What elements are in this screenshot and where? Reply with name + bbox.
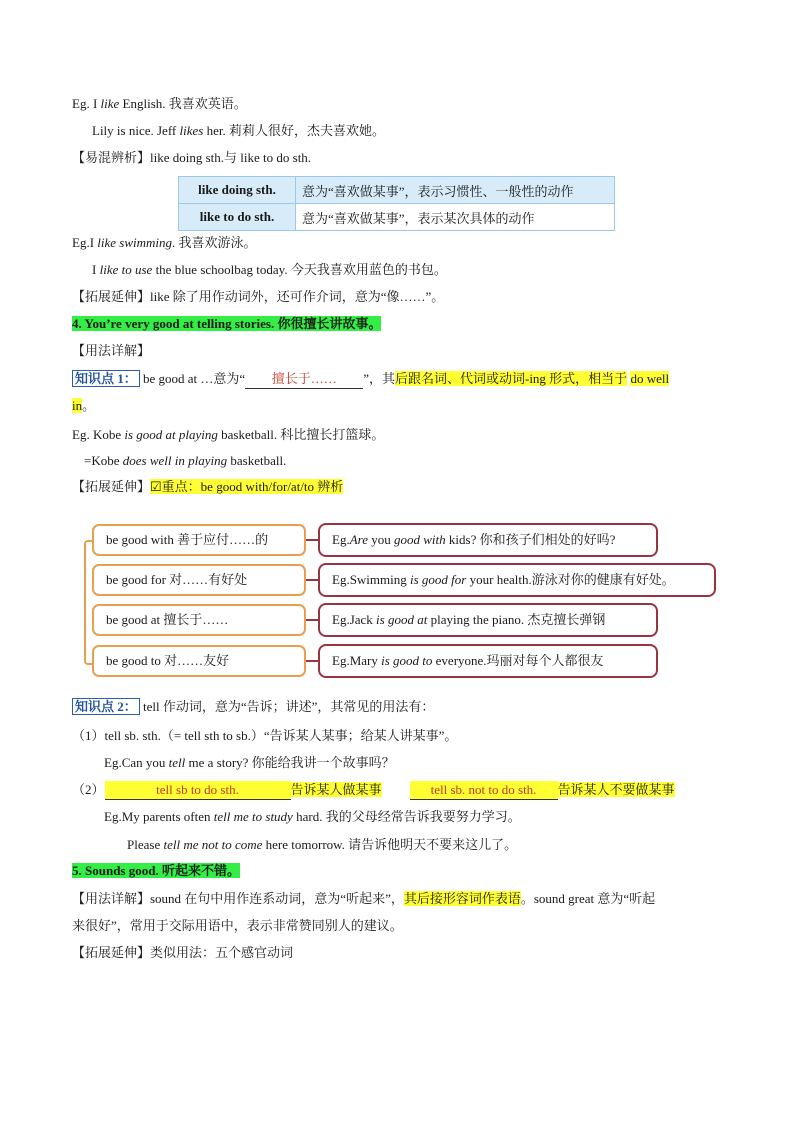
answer-blank: tell sb to do sth. <box>105 781 291 800</box>
section-extension-like: 【拓展延伸】like 除了用作动词外，还可作介词，意为“像……”。 <box>72 289 445 304</box>
example-good-to: Eg.Mary is good to everyone.玛丽对每个人都很友 <box>318 644 658 678</box>
connector <box>306 579 318 581</box>
phrase-good-for: be good for 对……有好处 <box>92 564 306 596</box>
connector <box>306 539 318 541</box>
phrase-good-to: be good to 对……友好 <box>92 645 306 677</box>
heading-5: 5. Sounds good. 听起来不错。 <box>72 863 240 878</box>
usage-heading: 【用法详解】 <box>72 343 151 358</box>
example-lily: Lily is nice. Jeff likes her. 莉莉人很好，杰夫喜欢她。 <box>92 123 385 138</box>
connector <box>306 660 318 662</box>
usage-sound: 【用法详解】sound 在句中用作连系动词，意为“听起来”，其后接形容词作表语。sound great 意为“听起 <box>72 891 656 906</box>
example-good-for: Eg.Swimming is good for your health.游泳对你的健康有好处。 <box>318 563 716 597</box>
example-schoolbag: I like to use the blue schoolbag today. 今天我喜欢用蓝色的书包。 <box>92 262 447 277</box>
kp-label: 知识点 1： <box>72 370 140 387</box>
knowledge-point-1-cont: in。 <box>72 398 96 413</box>
section-confusion: 【易混辨析】like doing sth.与 like to do sth. <box>72 150 312 165</box>
table-key: like to do sth. <box>179 204 296 231</box>
answer-blank: 擅长于…… <box>245 370 363 389</box>
section-extension-good: 【拓展延伸】☑重点：be good with/for/at/to 辨析 <box>72 479 344 494</box>
example-parents: Eg.My parents often tell me to study hard. 我的父母经常告诉我要努力学习。 <box>104 809 521 824</box>
comparison-table <box>178 176 615 231</box>
example-like-english: Eg. I like English. 我喜欢英语。 <box>72 96 247 111</box>
example-swimming: Eg.I like swimming. 我喜欢游泳。 <box>72 235 257 250</box>
knowledge-point-2: 知识点 2： tell 作动词，意为“告诉；讲述”，其常见的用法有： <box>72 698 434 716</box>
table-row <box>179 177 615 204</box>
usage-2: （2） tell sb to do sth. 告诉某人做某事 tell sb. not to do sth. 告诉某人不要做某事 <box>72 781 675 800</box>
example-kobe-alt: =Kobe does well in playing basketball. <box>84 453 287 468</box>
heading-4: 4. You’re very good at telling stories. 你很擅长讲故事。 <box>72 316 382 331</box>
diagram-bracket <box>84 540 94 665</box>
phrase-good-at: be good at 擅长于…… <box>92 604 306 636</box>
knowledge-point-1: 知识点 1： be good at …意为“ 擅长于…… ”，其后跟名词、代词或动词-ing 形式，相当于 do well <box>72 370 669 389</box>
section-extension-sense-verbs: 【拓展延伸】类似用法：五个感官动词 <box>72 945 294 960</box>
example-good-at: Eg.Jack is good at playing the piano. 杰克擅长弹钢 <box>318 603 658 637</box>
kp-label: 知识点 2： <box>72 698 140 715</box>
example-kobe: Eg. Kobe is good at playing basketball. 科比擅长打篮球。 <box>72 427 385 442</box>
example-please: Please tell me not to come here tomorrow. 请告诉他明天不要来这儿了。 <box>127 837 518 852</box>
example-story: Eg.Can you tell me a story? 你能给我讲一个故事吗？ <box>104 755 395 770</box>
answer-blank: tell sb. not to do sth. <box>410 781 558 800</box>
example-good-with: Eg.Are you good with kids? 你和孩子们相处的好吗? <box>318 523 658 557</box>
usage-sound-cont: 来很好”，常用于交际用语中，表示非常赞同别人的建议。 <box>72 918 403 933</box>
phrase-good-with: be good with 善于应付……的 <box>92 524 306 556</box>
table-row <box>179 204 615 231</box>
connector <box>306 619 318 621</box>
table-key: like doing sth. <box>179 177 296 204</box>
usage-1: （1）tell sb. sth.（= tell sth to sb.）“告诉某人某事；给某人讲某事”。 <box>72 728 458 743</box>
table-value: 意为“喜欢做某事”，表示某次具体的动作 <box>296 204 615 231</box>
table-value: 意为“喜欢做某事”，表示习惯性、一般性的动作 <box>296 177 615 204</box>
